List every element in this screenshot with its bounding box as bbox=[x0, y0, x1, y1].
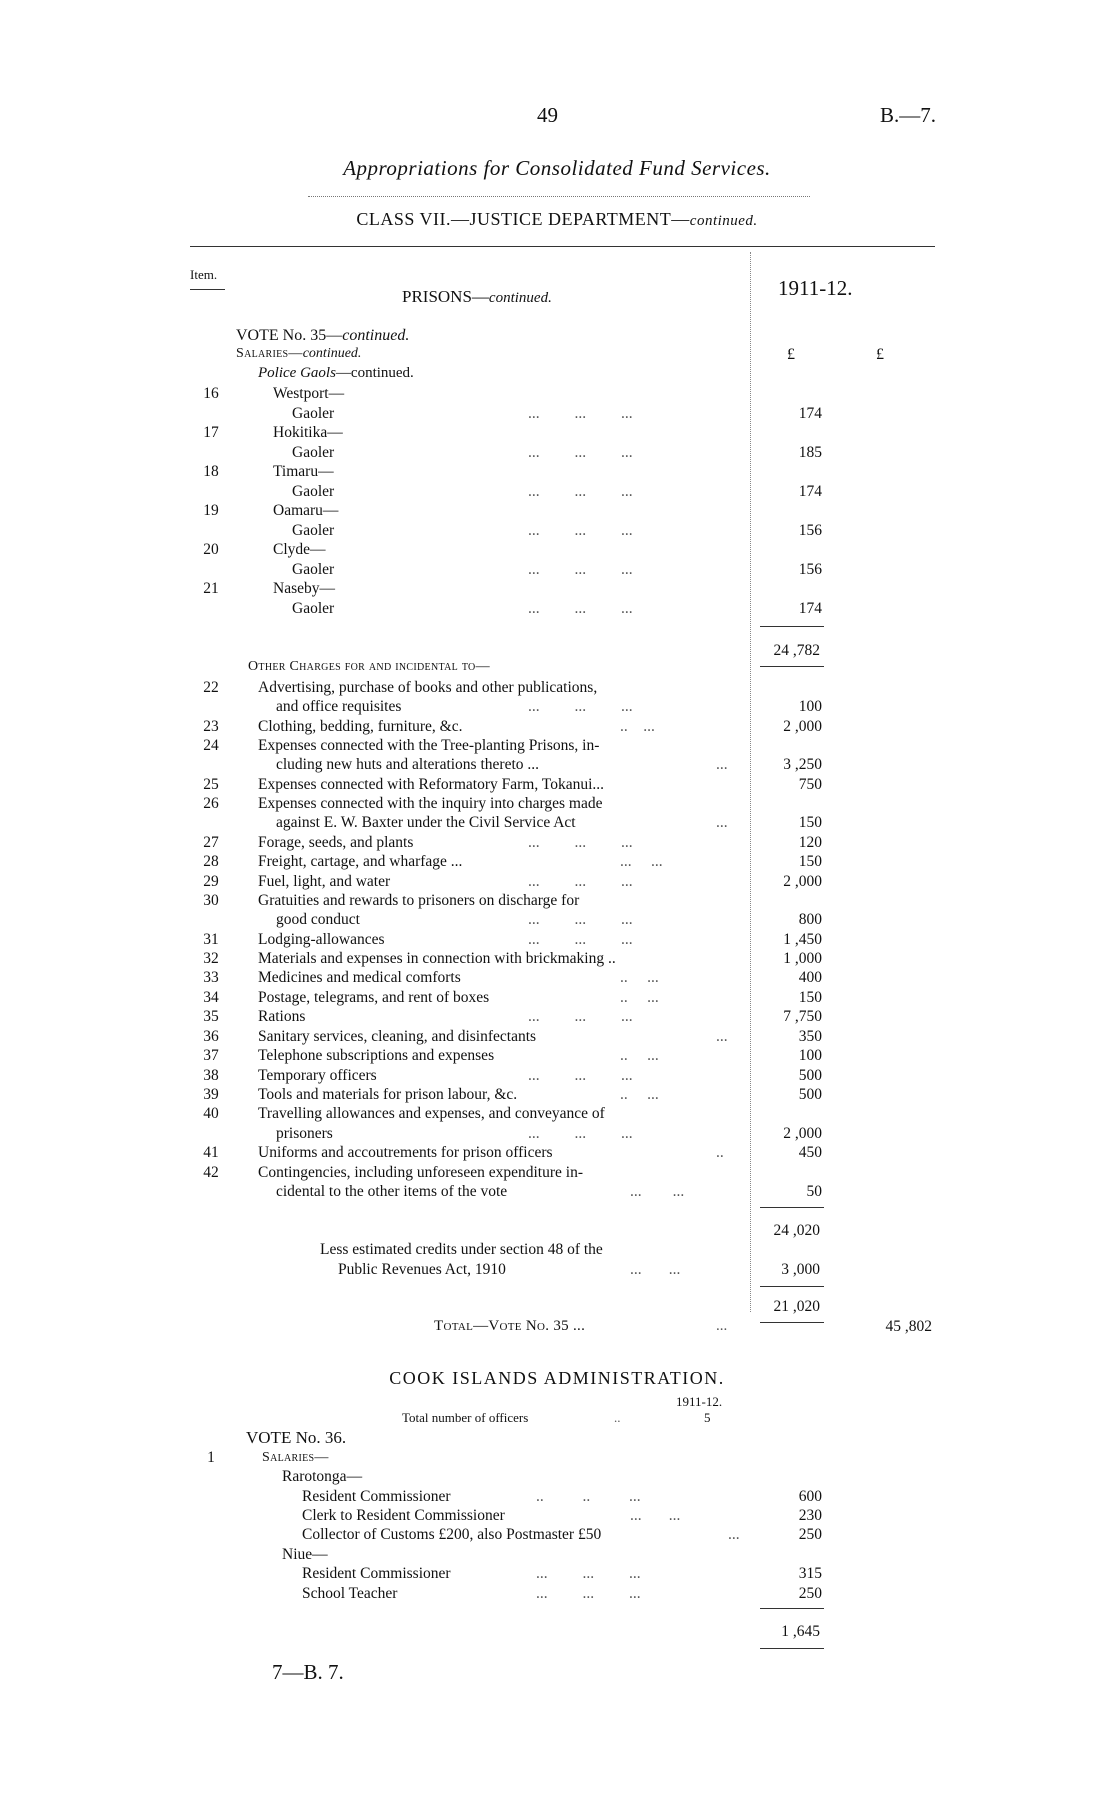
subtotal-rule bbox=[760, 1286, 824, 1287]
rarotonga-heading: Rarotonga— bbox=[282, 1468, 363, 1485]
officers-label: Total number of officers bbox=[402, 1410, 529, 1425]
charge-row: 41 Uniforms and accoutrements for prison officers .. 450 bbox=[203, 1144, 822, 1161]
gaol-amount-row: Gaoler ... ... ... 185 bbox=[292, 444, 822, 461]
charge-row: 26 Expenses connected with the inquiry into charges made bbox=[203, 795, 603, 812]
charge-row: cidental to the other items of the vote ... ... 50 bbox=[276, 1183, 822, 1200]
niue-heading: Niue— bbox=[282, 1546, 328, 1563]
charge-row: 33 Medicines and medical comforts .. ... 400 bbox=[203, 969, 822, 986]
vote-total-amount: 45 ,802 bbox=[885, 1318, 932, 1335]
charge-row: 30 Gratuities and rewards to prisoners on discharge for bbox=[203, 892, 580, 909]
gaol-place-row: 21 Naseby— bbox=[203, 580, 335, 597]
gaol-place-row: 16 Westport— bbox=[203, 385, 345, 402]
vote-36-heading: VOTE No. 36. bbox=[246, 1428, 347, 1447]
subtotal-rule bbox=[760, 1207, 824, 1208]
gaol-place-row: 18 Timaru— bbox=[203, 463, 334, 480]
cook-salary-row: School Teacher ... ... ... 250 bbox=[302, 1585, 822, 1602]
net-amount: 21 ,020 bbox=[773, 1298, 820, 1315]
subtotal-rule bbox=[760, 666, 824, 667]
subtotal-rule bbox=[760, 1322, 824, 1323]
charge-row: 28 Freight, cartage, and wharfage ... ... ... 150 bbox=[203, 853, 822, 870]
cook-salary-row: Clerk to Resident Commissioner ... ... 230 bbox=[302, 1507, 822, 1524]
gaol-amount-row: Gaoler ... ... ... 174 bbox=[292, 483, 822, 500]
section-heading: PRISONS—continued. bbox=[402, 287, 552, 306]
charge-row: 24 Expenses connected with the Tree-planting Prisons, in- bbox=[203, 737, 600, 754]
vote-total-label: Total—Vote No. 35 ... bbox=[434, 1318, 586, 1334]
charge-row: cluding new huts and alterations thereto ... ... 3 ,250 bbox=[276, 756, 822, 773]
less-credits-line: Public Revenues Act, 1910 ... ... bbox=[338, 1261, 681, 1278]
cook-salary-row: Resident Commissioner ... ... ... 315 bbox=[302, 1565, 822, 1582]
cook-islands-heading: COOK ISLANDS ADMINISTRATION. bbox=[389, 1368, 725, 1388]
page-number: 49 bbox=[537, 103, 558, 127]
salaries-subtotal: 24 ,782 bbox=[773, 642, 820, 659]
charge-row: 38 Temporary officers ... ... ... 500 bbox=[203, 1067, 822, 1084]
subtotal-rule bbox=[760, 626, 824, 627]
gaol-amount-row: Gaoler ... ... ... 174 bbox=[292, 600, 822, 617]
less-credits-amount: 3 ,000 bbox=[781, 1261, 820, 1278]
year-column-header: 1911-12. bbox=[778, 276, 853, 300]
subtotal-rule bbox=[760, 1648, 824, 1649]
footer-signature: 7—B. 7. bbox=[272, 1660, 344, 1684]
gaol-place-row: 19 Oamaru— bbox=[203, 502, 339, 519]
gaol-place-row: 20 Clyde— bbox=[203, 541, 326, 558]
gaol-amount-row: Gaoler ... ... ... 156 bbox=[292, 561, 822, 578]
other-charges-heading: Other Charges for and incidental to— bbox=[248, 659, 490, 674]
charge-row: and office requisites ... ... ... 100 bbox=[276, 698, 822, 715]
officers-count: 5 bbox=[704, 1410, 711, 1425]
gaol-place-row: 17 Hokitika— bbox=[203, 424, 343, 441]
charge-row: 31 Lodging-allowances ... ... ... 1 ,450 bbox=[203, 931, 822, 948]
charge-row: prisoners ... ... ... 2 ,000 bbox=[276, 1125, 822, 1142]
charge-row: 23 Clothing, bedding, furniture, &c. .. ... 2 ,000 bbox=[203, 718, 822, 735]
class-heading: CLASS VII.—JUSTICE DEPARTMENT—continued. bbox=[356, 209, 758, 229]
charge-row: 39 Tools and materials for prison labour, &c. .. ... 500 bbox=[203, 1086, 822, 1103]
currency-column-1: £ bbox=[787, 346, 795, 363]
gaol-amount-row: Gaoler ... ... ... 156 bbox=[292, 522, 822, 539]
gaol-amount-row: Gaoler ... ... ... 174 bbox=[292, 405, 822, 422]
charge-row: 32 Materials and expenses in connection with brickmaking .. 1 ,000 bbox=[203, 950, 822, 967]
item-header-rule bbox=[190, 289, 225, 290]
item-column-header: Item. bbox=[190, 267, 218, 282]
vote-total-leader: ... bbox=[716, 1318, 728, 1334]
cook-salary-row: Resident Commissioner .. .. ... 600 bbox=[302, 1488, 822, 1505]
charge-row: 42 Contingencies, including unforeseen expenditure in- bbox=[203, 1164, 583, 1181]
cook-year-header: 1911-12. bbox=[676, 1394, 723, 1409]
charge-row: 34 Postage, telegrams, and rent of boxes .. ... 150 bbox=[203, 989, 822, 1006]
charge-row: good conduct ... ... ... 800 bbox=[276, 911, 822, 928]
title-rule bbox=[308, 196, 810, 197]
charge-row: 22 Advertising, purchase of books and other publications, bbox=[203, 679, 598, 696]
police-gaols-heading: Police Gaols—continued. bbox=[258, 365, 414, 381]
currency-column-2: £ bbox=[876, 346, 884, 363]
other-charges-subtotal: 24 ,020 bbox=[773, 1222, 820, 1239]
charge-row: 25 Expenses connected with Reformatory Farm, Tokanui... 750 bbox=[203, 776, 822, 793]
less-credits-line: Less estimated credits under section 48 of the bbox=[320, 1241, 603, 1258]
charge-row: against E. W. Baxter under the Civil Service Act ... 150 bbox=[276, 814, 822, 831]
vote-35-heading: VOTE No. 35—continued. bbox=[236, 327, 410, 344]
table-top-rule bbox=[190, 246, 935, 247]
charge-row: 29 Fuel, light, and water ... ... ... 2 ,000 bbox=[203, 873, 822, 890]
cook-salary-row: Collector of Customs £200, also Postmaster £50 ... 250 bbox=[302, 1526, 822, 1543]
salaries-heading: Salaries—continued. bbox=[236, 346, 362, 361]
cook-salaries-row: 1 Salaries— bbox=[207, 1449, 329, 1466]
officers-leader: .. bbox=[614, 1410, 621, 1425]
charge-row: 37 Telephone subscriptions and expenses .. ... 100 bbox=[203, 1047, 822, 1064]
charge-row: 40 Travelling allowances and expenses, and conveyance of bbox=[203, 1105, 605, 1122]
charge-row: 27 Forage, seeds, and plants ... ... ... 120 bbox=[203, 834, 822, 851]
document-reference: B.—7. bbox=[880, 103, 937, 127]
charge-row: 35 Rations ... ... ... 7 ,750 bbox=[203, 1008, 822, 1025]
cook-subtotal: 1 ,645 bbox=[781, 1623, 820, 1640]
subtotal-rule bbox=[760, 1608, 824, 1609]
page-title: Appropriations for Consolidated Fund Services. bbox=[343, 156, 771, 180]
charge-row: 36 Sanitary services, cleaning, and disinfectants ... 350 bbox=[203, 1028, 822, 1045]
